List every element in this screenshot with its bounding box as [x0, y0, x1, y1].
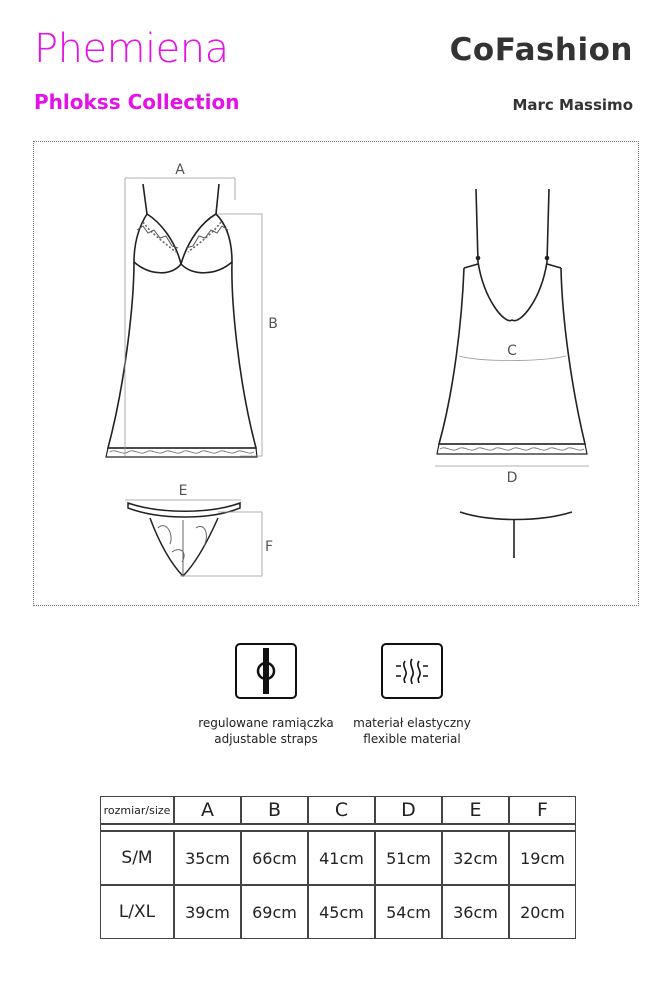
- column-header: B: [241, 796, 308, 824]
- collection-name: Phlokss Collection: [34, 90, 240, 114]
- brand-name: Phemiena: [34, 26, 229, 72]
- front-thong-drawing: [128, 503, 240, 576]
- dimension-a: [125, 178, 235, 456]
- table-cell: 19cm: [509, 831, 576, 885]
- column-header: E: [442, 796, 509, 824]
- table-cell: 36cm: [442, 885, 509, 939]
- feature-label-pl: regulowane ramiączka: [198, 716, 334, 730]
- feature-adjustable-straps: [190, 643, 342, 747]
- table-cell: 45cm: [308, 885, 375, 939]
- feature-label-en: adjustable straps: [214, 732, 318, 746]
- table-cell: 39cm: [174, 885, 241, 939]
- table-row: [100, 831, 576, 885]
- company-name: CoFashion: [449, 32, 633, 68]
- feature-label-pl: materiał elastyczny: [353, 716, 471, 730]
- size-table: [100, 796, 576, 939]
- table-cell: 66cm: [241, 831, 308, 885]
- label-b: B: [268, 316, 278, 332]
- label-d: D: [506, 470, 518, 486]
- corner-cell: rozmiar/size: [100, 796, 174, 824]
- column-header: F: [509, 796, 576, 824]
- table-cell: 35cm: [174, 831, 241, 885]
- adjustable-strap-icon: [235, 643, 297, 699]
- feature-label-en: flexible material: [363, 732, 461, 746]
- table-cell: 20cm: [509, 885, 576, 939]
- front-chemise-drawing: [106, 184, 257, 457]
- label-e: E: [178, 483, 188, 499]
- column-header: A: [174, 796, 241, 824]
- table-cell: 32cm: [442, 831, 509, 885]
- table-cell: 51cm: [375, 831, 442, 885]
- feature-flexible-material: [336, 643, 488, 747]
- label-f: F: [264, 539, 274, 555]
- size-table-header: [100, 796, 576, 824]
- table-cell: 69cm: [241, 885, 308, 939]
- back-chemise-drawing: [437, 189, 587, 454]
- table-cell: 54cm: [375, 885, 442, 939]
- label-c: C: [507, 343, 517, 359]
- designer-name: Marc Massimo: [512, 96, 633, 114]
- back-thong-drawing: [460, 512, 572, 558]
- label-a: A: [175, 162, 185, 178]
- table-cell: 41cm: [308, 831, 375, 885]
- flexible-material-icon: [381, 643, 443, 699]
- table-row: [100, 885, 576, 939]
- size-label: L/XL: [100, 885, 174, 939]
- column-header: C: [308, 796, 375, 824]
- column-header: D: [375, 796, 442, 824]
- size-label: S/M: [100, 831, 174, 885]
